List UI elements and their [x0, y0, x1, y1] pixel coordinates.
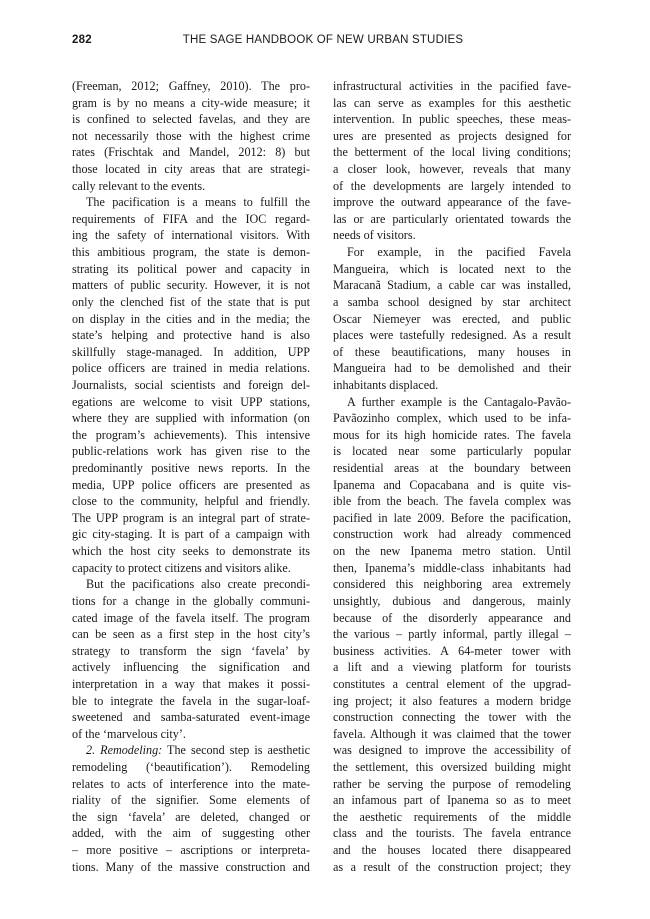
text-line: A further example is the Cantagalo-Pavão- — [347, 394, 571, 409]
text-line: a lift and a viewing platform for tourists — [333, 660, 571, 675]
text-line: a closer look, however, reveals that many — [333, 162, 571, 177]
text-line: ing project; it also features a modern bridge — [333, 693, 571, 708]
text-line: intervention. In public speeches, these meas- — [333, 112, 571, 127]
text-line: cated image of the favela itself. The program — [72, 610, 310, 625]
text-line: police officers are trained in media relations. — [72, 361, 310, 376]
text-line: those located in city areas that are strategi- — [72, 162, 310, 177]
text-line: pacified in late 2009. Before the pacification, — [333, 510, 571, 525]
text-line: of the ‘marvelous city’. — [72, 726, 186, 741]
text-line: residential areas at the boundary between — [333, 461, 571, 476]
left-text-column — [72, 78, 310, 875]
text-line: where they are supplied with information (on — [72, 411, 310, 426]
text-line: as a result of the construction project; they — [333, 859, 571, 874]
text-line: relates to acts of interference into the mate- — [72, 776, 310, 791]
text-line: actively influencing the signification and — [72, 660, 310, 675]
text-line: The pacification is a means to fulfill the — [86, 195, 310, 210]
text-line: Ipanema and Copacabana and is quite vis- — [333, 477, 571, 492]
text-line — [72, 742, 310, 759]
text-line: the settlement, this oversized building might — [333, 759, 571, 774]
text-line: tions. Many of the massive construction and — [72, 859, 310, 874]
text-line: gram is by no means a city-wide measure; it — [72, 95, 310, 110]
page-header — [72, 34, 574, 52]
text-line: on display in the cities and in the media; the — [72, 311, 310, 326]
text-line: of these beautifications, many houses in — [333, 344, 571, 359]
text-line: Pavãozinho complex, which used to be infa- — [333, 411, 571, 426]
text-line: matters of public security. However, it is not — [72, 278, 310, 293]
text-line: construction connecting the tower with the — [333, 710, 571, 725]
text-line: Mangueira had to be demolished and their — [333, 361, 571, 376]
text-line: on the new Ipanema metro station. Until — [333, 544, 571, 559]
italic-run-in-heading: 2. Remodeling: — [86, 743, 163, 758]
right-text-column — [333, 78, 571, 875]
text-line: needs of visitors. — [333, 228, 416, 243]
text-line: ible from the beach. The favela complex was — [333, 494, 571, 509]
text-line: places were tastefully redesigned. As a result — [333, 328, 571, 343]
text-line: (Freeman, 2012; Gaffney, 2010). The pro- — [72, 79, 310, 93]
text-line: But the pacifications also create precondi- — [86, 577, 310, 592]
text-line: the program’s achievements). This intensive — [72, 427, 310, 442]
text-line: gic city-staging. It is part of a campaign with — [72, 527, 310, 542]
text-line: cally relevant to the events. — [72, 178, 206, 193]
text-line: unsightly, dubious and dangerous, mainly — [333, 593, 571, 608]
text-line: can be seen as a first step in the host city’s — [72, 627, 310, 642]
text-line: only the clenched fist of the state that is put — [72, 294, 310, 309]
text-line: favela. Although it was claimed that the tower — [333, 726, 571, 741]
text-line: Maracanã Stadium, a cable car was installed, — [333, 278, 571, 293]
running-head: THE SAGE HANDBOOK OF NEW URBAN STUDIES — [182, 34, 464, 46]
text-line: ble to integrate the favela in the sugar-loaf- — [72, 693, 310, 708]
text-line: rates (Frischtak and Mandel, 2012: 8) but — [72, 145, 310, 160]
text-line: was designed to improve the accessibility of — [333, 743, 571, 758]
text-line: class and the tourists. The favela entrance — [333, 826, 571, 841]
text-line: predominantly positive news reports. In the — [72, 461, 310, 476]
text-line: state’s helping and protective hand is also — [72, 328, 310, 343]
text-line: and the houses located there disappeared — [333, 843, 571, 858]
text-line: rather be serving the purpose of remodeling — [333, 776, 571, 791]
text-line: considered this neighboring area extremely — [333, 577, 571, 592]
text-line: of the developments are largely intended to — [333, 178, 571, 193]
text-line: the sign ‘favela’ are deleted, changed or — [72, 809, 310, 824]
text-line: requirements of FIFA and the IOC regard- — [72, 211, 310, 226]
text-line: The UPP program is an integral part of strate- — [72, 510, 310, 525]
text-line: constitutes a central element of the upgrad- — [333, 676, 571, 691]
text-line: business activities. A 64-meter tower with — [333, 643, 571, 658]
text-line: – more positive – ascriptions or interpreta- — [72, 843, 310, 858]
text-line: infrastructural activities in the pacified fave- — [333, 79, 571, 93]
text-line: skillfully stage-managed. In addition, UPP — [72, 344, 310, 359]
text-line: interpretation in a way that makes it possi- — [72, 676, 310, 691]
text-line: remodeling (‘beautification’). Remodeling — [72, 759, 310, 774]
text-line: capacity to protect citizens and visitors alike. — [72, 560, 291, 575]
text-line: improve the outward appearance of the fave- — [333, 195, 571, 210]
text-line: Mangueira, which is located next to the — [333, 261, 571, 276]
text-line: public-relations work has given rise to the — [72, 444, 310, 459]
text-line: because of the disorderly appearance and — [333, 610, 571, 625]
text-line: sweetened and samba-saturated event-image — [72, 710, 310, 725]
text-line: inhabitants displaced. — [333, 377, 439, 392]
text-line: is located near some particularly popular — [333, 444, 571, 459]
text-line: is confined to selected favelas, and they are — [72, 112, 310, 127]
text-line: this ambitious program, the state is demon- — [72, 245, 310, 260]
text-line: the aesthetic requirements of the middle — [333, 809, 571, 824]
text-line: For example, in the pacified Favela — [347, 245, 571, 260]
text-line: the various – partly informal, partly illegal – — [333, 627, 571, 642]
text-line: added, with the aim of suggesting other — [72, 826, 310, 841]
text-line: Journalists, social scientists and foreign del- — [72, 377, 310, 392]
page-number: 282 — [72, 34, 92, 46]
text-line: an infamous part of Ipanema so as to meet — [333, 793, 571, 808]
text-line: then, Ipanema’s middle-class inhabitants had — [333, 560, 571, 575]
text-line: egations are welcome to visit UPP stations, — [72, 394, 310, 409]
text-line: las can serve as examples for this aesthetic — [333, 95, 571, 110]
text-line: tions for a change in the globally communi- — [72, 593, 310, 608]
text-line: close to the community, helpful and friendly. — [72, 494, 310, 509]
text-line: the betterment of the local living conditions; — [333, 145, 571, 160]
text-line: a samba school designed by star architect — [333, 294, 571, 309]
line-text: The second step is aesthetic — [162, 743, 310, 758]
text-line: media, UPP police officers are presented as — [72, 477, 310, 492]
text-line: not necessarily those with the highest crime — [72, 128, 310, 143]
text-line: strategy to transform the sign ‘favela’ by — [72, 643, 310, 658]
text-line: riality of the signifier. Some elements of — [72, 793, 310, 808]
text-line: mous for its high homicide rates. The favela — [333, 427, 571, 442]
text-line: strating its political power and capacity in — [72, 261, 310, 276]
text-line: ures are presented as projects designed for — [333, 128, 571, 143]
text-line: ing the safety of international visitors. With — [72, 228, 310, 243]
text-line: construction work had already commenced — [333, 527, 571, 542]
text-line: Oscar Niemeyer was erected, and public — [333, 311, 571, 326]
text-line: las or are particularly orientated towards the — [333, 211, 571, 226]
text-line: which the host city seeks to demonstrate its — [72, 544, 310, 559]
